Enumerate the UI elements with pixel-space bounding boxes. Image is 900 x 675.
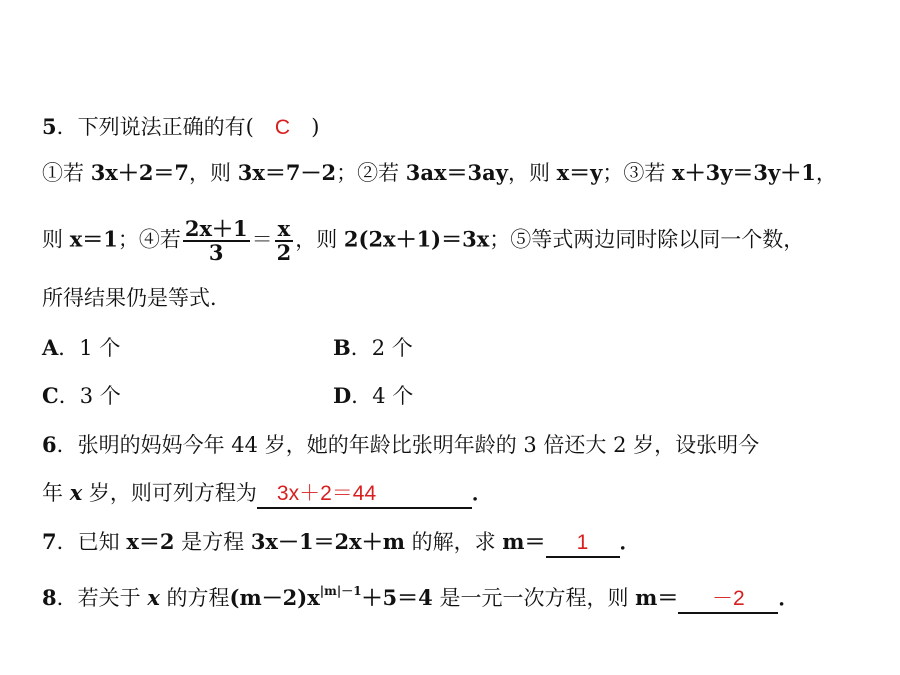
- option-b: [333, 333, 413, 363]
- q5-line3: [42, 283, 231, 313]
- q8-line: [42, 576, 799, 614]
- q8-eq2: ＋5＝4: [361, 585, 433, 610]
- q5-l1-text3: ；②若: [336, 161, 406, 185]
- q5-l2-eq2: 2(2x＋1)＝3x: [343, 226, 490, 252]
- q6-l2-pre: 年: [42, 481, 70, 505]
- q5-l1-eq1: 3x＋2＝7: [90, 160, 190, 185]
- q7-eq2: 3x－1＝2x＋m: [250, 529, 405, 554]
- q5-l1-text6: ，: [815, 161, 837, 185]
- q7-mid: 是方程: [174, 530, 251, 554]
- q8-pre: ．若关于: [56, 586, 148, 610]
- q5-l1-eq3: 3ax＝3ay: [405, 160, 508, 185]
- q5-l2-text4: ；⑤等式两边同时除以同一个数，: [489, 227, 805, 252]
- option-d: [333, 381, 413, 411]
- fraction1-denominator: 3: [208, 240, 224, 265]
- option-d-text: ．4 个: [351, 384, 414, 408]
- q7-end: ．: [619, 529, 641, 554]
- q5-l1-text5: ；③若: [602, 161, 673, 185]
- option-c: [42, 381, 121, 411]
- q6-line1: [42, 430, 759, 460]
- q5-l1-text1: ①若: [42, 161, 91, 185]
- q6-answer-blank: 3x＋2＝44: [257, 481, 472, 509]
- q7-eq3: m＝: [502, 529, 546, 554]
- q8-mid: 的方程: [159, 586, 230, 610]
- fraction-x-over-2: [275, 218, 294, 264]
- q7-pre: ．已知: [56, 530, 127, 554]
- option-a-key: A: [42, 335, 59, 360]
- q6-line2: [42, 478, 493, 509]
- q7-line: [42, 527, 641, 558]
- q7-post: 的解，求: [404, 530, 503, 554]
- q5-l2-text1: 则: [42, 227, 70, 252]
- q5-l1-eq4: x＝y: [556, 160, 603, 185]
- q8-eq3: m＝: [635, 585, 679, 610]
- q5-l1-eq5: x＋3y＝3y＋1: [672, 160, 816, 185]
- option-a: [42, 333, 120, 363]
- q7-eq1: x＝2: [126, 529, 175, 554]
- q6-number: 6: [42, 432, 57, 457]
- fraction-2x-plus-1-over-3: [183, 218, 250, 264]
- q5-l2-text2: ；④若: [117, 227, 181, 252]
- fraction2-denominator: 2: [276, 240, 292, 265]
- q8-eq1: (m－2)x: [229, 585, 320, 610]
- fraction2-numerator: x: [275, 218, 294, 242]
- q5-stem: [42, 112, 319, 143]
- q8-answer-blank: －2: [678, 586, 778, 614]
- q6-l2-mid: 岁，则可列方程为: [82, 481, 257, 505]
- q5-l1-text4: ，则: [507, 161, 557, 185]
- q5-l2-equals: ＝: [251, 227, 273, 252]
- q8-end: ．: [778, 585, 800, 610]
- q7-number: 7: [42, 529, 57, 554]
- option-c-text: ．3 个: [58, 384, 121, 408]
- q6-end: ．: [471, 480, 493, 505]
- fraction1-numerator: 2x＋1: [184, 216, 248, 241]
- q5-line2: [42, 218, 804, 264]
- q6-l2-var: x: [69, 480, 83, 505]
- q8-post: 是一元一次方程，则: [432, 586, 636, 610]
- q5-stem-close: ): [311, 115, 320, 139]
- q5-line1: [42, 158, 837, 188]
- option-c-key: C: [42, 383, 59, 408]
- q5-l2-eq1: x＝1: [69, 226, 118, 252]
- q5-answer: C: [274, 116, 291, 139]
- q5-number: 5: [42, 114, 57, 139]
- q6-line1-text: ．张明的妈妈今年 44 岁，她的年龄比张明年龄的 3 倍还大 2 岁，设张明今: [56, 433, 760, 457]
- q5-l2-text3: ，则: [295, 227, 344, 252]
- option-d-key: D: [333, 383, 352, 408]
- q5-stem-text: ．下列说法正确的有(: [56, 115, 254, 139]
- q5-l3-text: 所得结果仍是等式．: [42, 286, 231, 310]
- q8-exponent: |m|－1: [319, 584, 362, 598]
- q8-var: x: [147, 585, 160, 610]
- q8-number: 8: [42, 585, 57, 610]
- option-b-key: B: [333, 335, 351, 360]
- q7-answer-blank: 1: [546, 530, 620, 558]
- option-a-text: ．1 个: [58, 336, 121, 360]
- q5-l1-text2: ，则: [189, 161, 238, 185]
- q5-l1-eq2: 3x＝7－2: [237, 160, 337, 185]
- option-b-text: ．2 个: [350, 336, 413, 360]
